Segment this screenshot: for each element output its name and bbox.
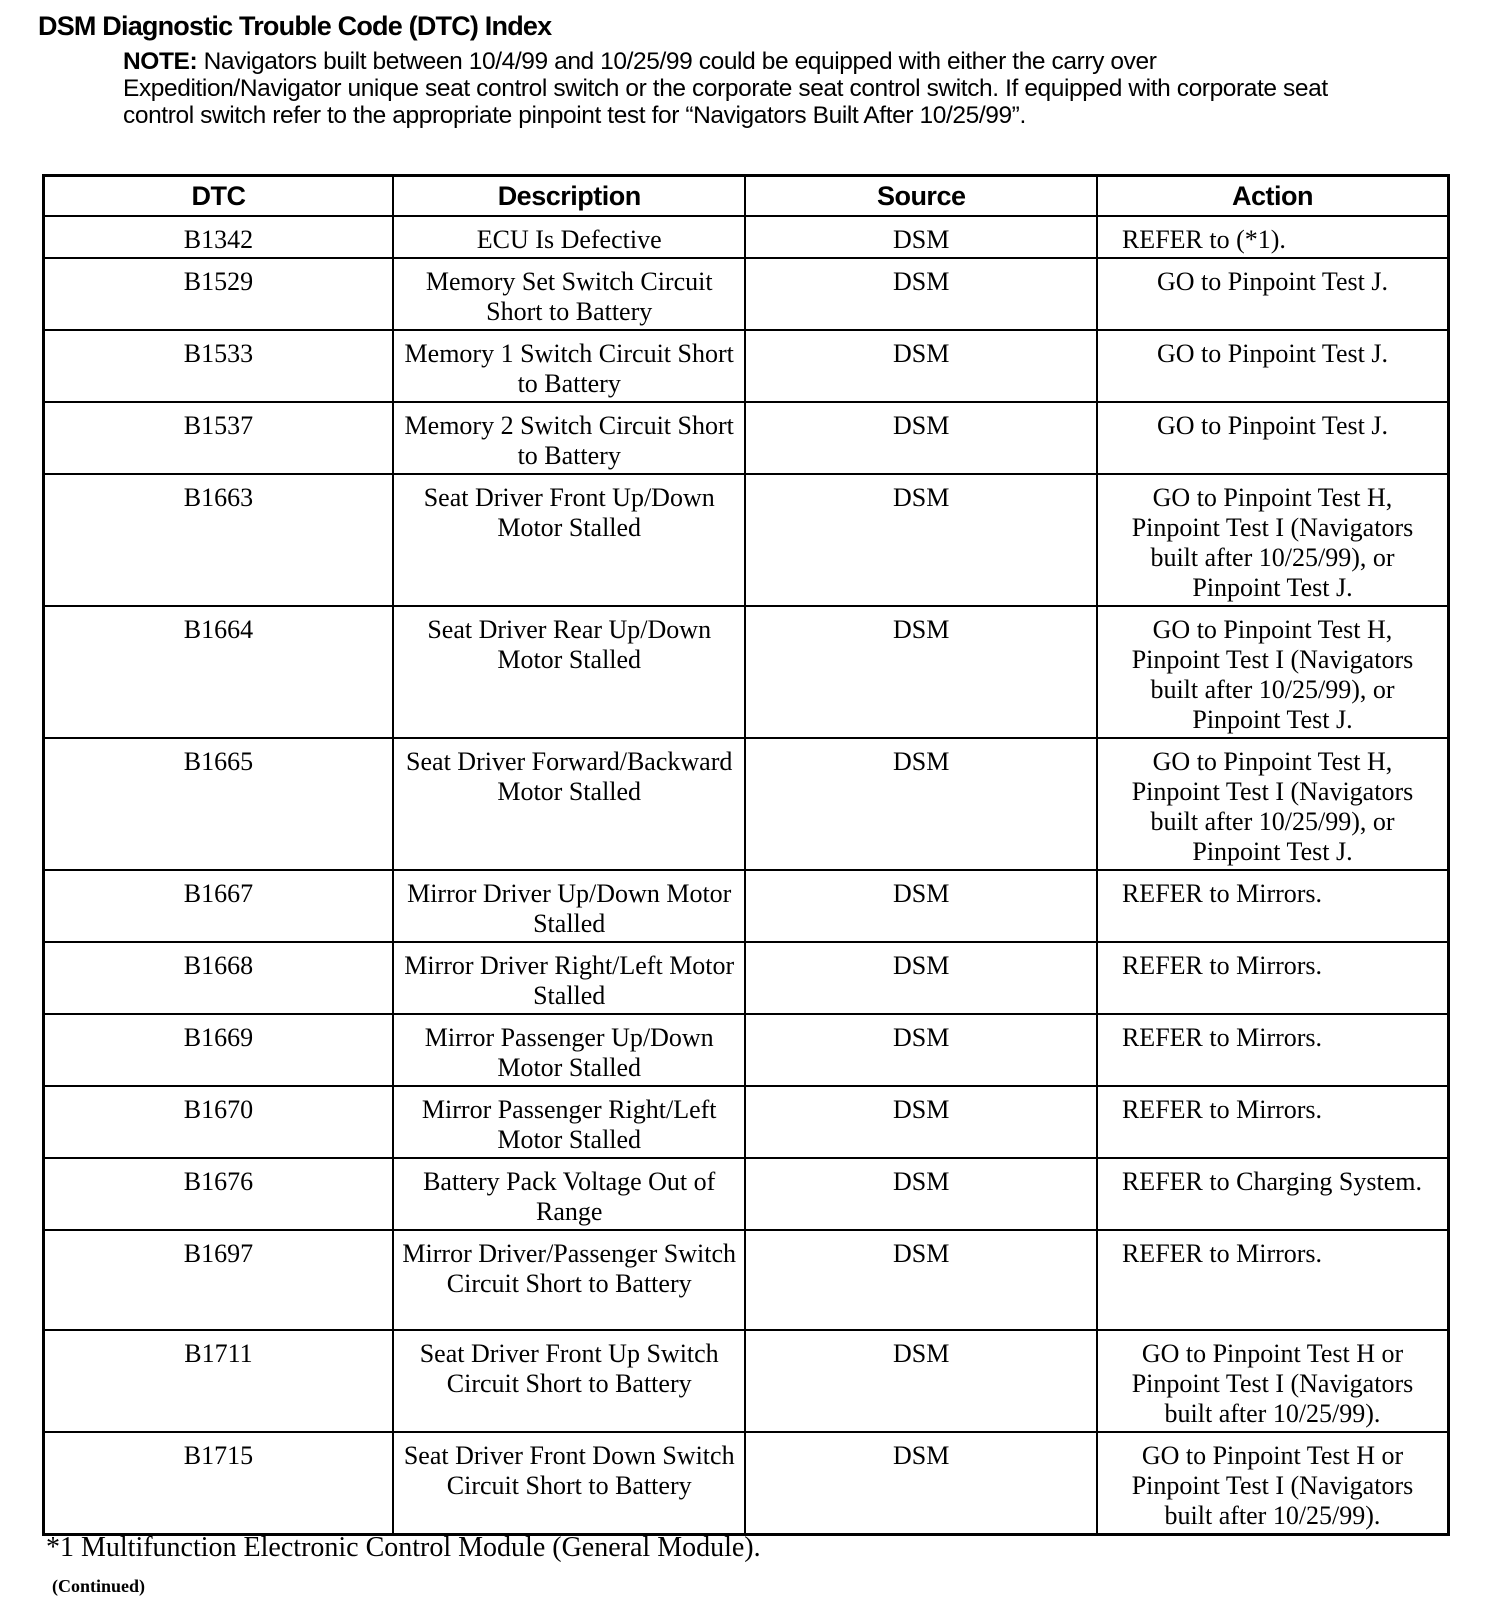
- dtc-code-cell: B1342: [44, 216, 393, 258]
- dtc-code-cell: B1529: [44, 258, 393, 330]
- dtc-code-cell: B1715: [44, 1432, 393, 1535]
- source-cell: DSM: [745, 738, 1097, 870]
- source-cell: DSM: [745, 1230, 1097, 1330]
- action-cell: REFER to Charging System.: [1097, 1158, 1449, 1230]
- dtc-code-cell: B1664: [44, 606, 393, 738]
- dtc-code-cell: B1663: [44, 474, 393, 606]
- description-cell: Memory 1 Switch Circuit Short to Battery: [393, 330, 746, 402]
- table-row: [44, 402, 1449, 474]
- column-header-dtc: DTC: [44, 176, 393, 217]
- action-cell: GO to Pinpoint Test J.: [1097, 330, 1449, 402]
- description-cell: Seat Driver Forward/Backward Motor Stalled: [393, 738, 746, 870]
- description-cell: Memory Set Switch Circuit Short to Battery: [393, 258, 746, 330]
- footnote: *1 Multifunction Electronic Control Module (General Module).: [46, 1532, 761, 1563]
- source-cell: DSM: [745, 258, 1097, 330]
- description-cell: Seat Driver Front Up Switch Circuit Short to Battery: [393, 1330, 746, 1432]
- action-cell: GO to Pinpoint Test J.: [1097, 258, 1449, 330]
- description-cell: Battery Pack Voltage Out of Range: [393, 1158, 746, 1230]
- description-cell: ECU Is Defective: [393, 216, 746, 258]
- table-row: [44, 474, 1449, 606]
- table-row: [44, 606, 1449, 738]
- action-cell: REFER to Mirrors.: [1097, 1014, 1449, 1086]
- action-cell: REFER to Mirrors.: [1097, 1086, 1449, 1158]
- note-label: NOTE:: [123, 48, 198, 75]
- table-row: [44, 1014, 1449, 1086]
- action-cell: REFER to Mirrors.: [1097, 870, 1449, 942]
- action-cell: GO to Pinpoint Test H, Pinpoint Test I (Navigators built after 10/25/99), or Pinpoint Test J.: [1097, 738, 1449, 870]
- action-cell: REFER to (*1).: [1097, 216, 1449, 258]
- column-header-action: Action: [1097, 176, 1449, 217]
- description-cell: Memory 2 Switch Circuit Short to Battery: [393, 402, 746, 474]
- continued-label: (Continued): [52, 1576, 146, 1596]
- source-cell: DSM: [745, 1158, 1097, 1230]
- dtc-index-table: [42, 174, 1450, 1536]
- description-cell: Mirror Passenger Up/Down Motor Stalled: [393, 1014, 746, 1086]
- table-row: [44, 216, 1449, 258]
- table-row: [44, 258, 1449, 330]
- table-row: [44, 1330, 1449, 1432]
- source-cell: DSM: [745, 216, 1097, 258]
- table-row: [44, 870, 1449, 942]
- action-cell: GO to Pinpoint Test H, Pinpoint Test I (Navigators built after 10/25/99), or Pinpoint Test J.: [1097, 606, 1449, 738]
- dtc-code-cell: B1711: [44, 1330, 393, 1432]
- table-row: [44, 738, 1449, 870]
- action-cell: GO to Pinpoint Test H, Pinpoint Test I (Navigators built after 10/25/99), or Pinpoint Test J.: [1097, 474, 1449, 606]
- description-cell: Seat Driver Front Up/Down Motor Stalled: [393, 474, 746, 606]
- table-row: [44, 330, 1449, 402]
- source-cell: DSM: [745, 1330, 1097, 1432]
- source-cell: DSM: [745, 870, 1097, 942]
- dtc-code-cell: B1670: [44, 1086, 393, 1158]
- source-cell: DSM: [745, 330, 1097, 402]
- dtc-code-cell: B1668: [44, 942, 393, 1014]
- source-cell: DSM: [745, 1432, 1097, 1535]
- description-cell: Seat Driver Front Down Switch Circuit Short to Battery: [393, 1432, 746, 1535]
- table-row: [44, 1086, 1449, 1158]
- action-cell: GO to Pinpoint Test J.: [1097, 402, 1449, 474]
- action-cell: GO to Pinpoint Test H or Pinpoint Test I (Navigators built after 10/25/99).: [1097, 1330, 1449, 1432]
- note-paragraph: [123, 48, 1373, 129]
- table-row: [44, 1158, 1449, 1230]
- source-cell: DSM: [745, 606, 1097, 738]
- action-cell: REFER to Mirrors.: [1097, 1230, 1449, 1330]
- note-text: Navigators built between 10/4/99 and 10/25/99 could be equipped with either the carry over Expedition/Navigator unique seat control switch or the corporate seat control switch. If equipped with corporate seat control switch refer to the appropriate pinpoint test for “Navigators Built After 10/25/99”.: [123, 48, 1328, 129]
- dtc-code-cell: B1676: [44, 1158, 393, 1230]
- table-row: [44, 1432, 1449, 1535]
- table-row: [44, 942, 1449, 1014]
- source-cell: DSM: [745, 942, 1097, 1014]
- source-cell: DSM: [745, 1086, 1097, 1158]
- action-cell: GO to Pinpoint Test H or Pinpoint Test I (Navigators built after 10/25/99).: [1097, 1432, 1449, 1535]
- description-cell: Mirror Driver Up/Down Motor Stalled: [393, 870, 746, 942]
- description-cell: Mirror Driver/Passenger Switch Circuit Short to Battery: [393, 1230, 746, 1330]
- source-cell: DSM: [745, 1014, 1097, 1086]
- description-cell: Mirror Driver Right/Left Motor Stalled: [393, 942, 746, 1014]
- dtc-code-cell: B1665: [44, 738, 393, 870]
- source-cell: DSM: [745, 474, 1097, 606]
- dtc-code-cell: B1533: [44, 330, 393, 402]
- table-row: [44, 1230, 1449, 1330]
- page-title: DSM Diagnostic Trouble Code (DTC) Index: [38, 11, 552, 41]
- description-cell: Mirror Passenger Right/Left Motor Stalled: [393, 1086, 746, 1158]
- dtc-code-cell: B1669: [44, 1014, 393, 1086]
- dtc-code-cell: B1697: [44, 1230, 393, 1330]
- source-cell: DSM: [745, 402, 1097, 474]
- table-header-row: [44, 176, 1449, 217]
- column-header-description: Description: [393, 176, 746, 217]
- column-header-source: Source: [745, 176, 1097, 217]
- action-cell: REFER to Mirrors.: [1097, 942, 1449, 1014]
- dtc-code-cell: B1537: [44, 402, 393, 474]
- dtc-code-cell: B1667: [44, 870, 393, 942]
- description-cell: Seat Driver Rear Up/Down Motor Stalled: [393, 606, 746, 738]
